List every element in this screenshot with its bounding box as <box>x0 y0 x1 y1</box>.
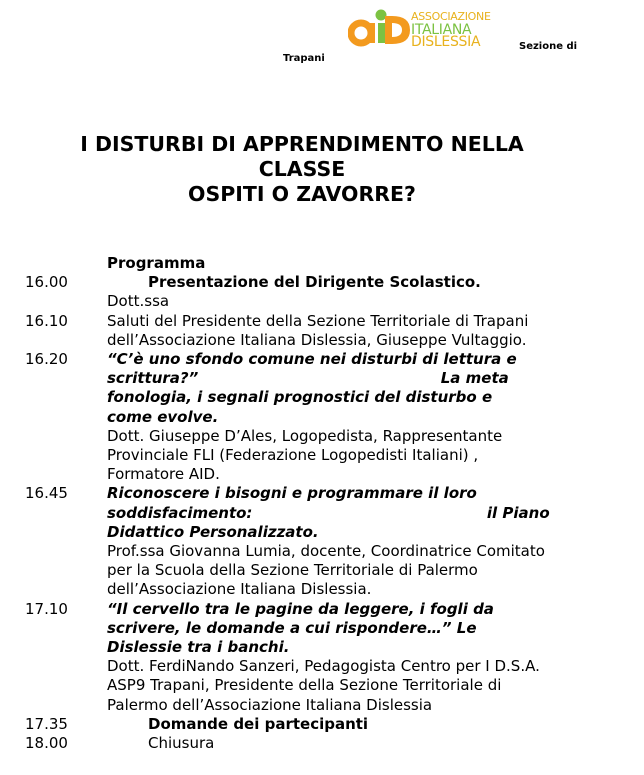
title-line-3: OSPITI O ZAVORRE? <box>188 182 416 206</box>
item-title-line: Riconoscere i bisogni e programmare il loro <box>107 484 477 503</box>
item-detail: Formatore AID. <box>107 465 220 484</box>
program-heading: Programma <box>107 254 206 272</box>
item-title-line: “C’è uno sfondo comune nei disturbi di lettura e <box>107 350 517 369</box>
item-title-line: Didattico Personalizzato. <box>107 522 319 541</box>
item-text: Chiusura <box>148 734 215 753</box>
section-label: Sezione di <box>519 41 578 52</box>
item-time: 17.35 <box>25 714 68 733</box>
item-detail: ASP9 Trapani, Presidente della Sezione Territoriale di <box>107 676 502 695</box>
item-time: 18.00 <box>25 734 68 753</box>
aid-logo-mark-icon <box>348 6 412 52</box>
item-title-fragment: scrittura?” <box>107 369 199 388</box>
item-detail: per la Scuola della Sezione Territoriale di Palermo <box>107 561 478 580</box>
item-detail: Dott. FerdiNando Sanzeri, Pedagogista Centro per I D.S.A. <box>107 657 540 676</box>
item-time: 16.10 <box>25 311 68 330</box>
section-city: Trapani <box>283 53 325 64</box>
title-line-1: I DISTURBI DI APPRENDIMENTO NELLA <box>80 132 524 156</box>
program-item <box>0 600 644 715</box>
item-time: 16.00 <box>25 273 68 292</box>
item-title-line: “Il cervello tra le pagine da leggere, i fogli da <box>107 599 494 618</box>
title-line-2: CLASSE <box>258 157 346 181</box>
item-title-line: come evolve. <box>107 407 219 426</box>
item-detail: dell’Associazione Italiana Dislessia. <box>107 580 372 599</box>
aid-logo-text <box>411 11 491 49</box>
item-title: Domande dei partecipanti <box>148 714 369 733</box>
item-title-line <box>107 369 644 388</box>
item-time: 16.45 <box>25 484 68 503</box>
program-item <box>0 484 644 599</box>
item-title-line: Dislessie tra i banchi. <box>107 638 290 657</box>
item-detail: Palermo dell’Associazione Italiana Dislessia <box>107 695 433 714</box>
item-time: 16.20 <box>25 350 68 369</box>
item-detail: dell’Associazione Italiana Dislessia, Giuseppe Vultaggio. <box>107 330 527 349</box>
item-detail: Dott. Giuseppe D’Ales, Logopedista, Rappresentante <box>107 426 503 445</box>
item-detail: Saluti del Presidente della Sezione Territoriale di Trapani <box>107 311 529 330</box>
item-time: 17.10 <box>25 599 68 618</box>
logo-line-italiana: ITALIANA <box>411 21 472 38</box>
item-detail: Provinciale FLI (Federazione Logopedisti Italiani) , <box>107 446 479 465</box>
program-item <box>0 312 644 350</box>
item-title-fragment: La meta <box>440 369 509 388</box>
item-detail: Dott.ssa <box>107 292 170 311</box>
item-detail: Prof.ssa Giovanna Lumia, docente, Coordinatrice Comitato <box>107 542 545 561</box>
item-title-fragment: il Piano <box>486 503 550 522</box>
program-item <box>0 273 644 311</box>
logo-line-dislessia: DISLESSIA <box>411 34 481 50</box>
program-item <box>0 715 644 734</box>
program-section <box>0 254 644 753</box>
program-item <box>0 350 644 484</box>
logo-line-associazione: ASSOCIAZIONE <box>411 10 491 23</box>
item-title-line: fonologia, i segnali prognostici del disturbo e <box>107 388 493 407</box>
item-title-line: scrivere, le domande a cui rispondere…” Le <box>107 618 477 637</box>
item-title-fragment: soddisfacimento: <box>107 503 253 522</box>
item-title-line <box>107 504 644 523</box>
program-item <box>0 734 644 753</box>
item-title: Presentazione del Dirigente Scolastico. <box>148 273 481 292</box>
document-title <box>0 132 604 207</box>
